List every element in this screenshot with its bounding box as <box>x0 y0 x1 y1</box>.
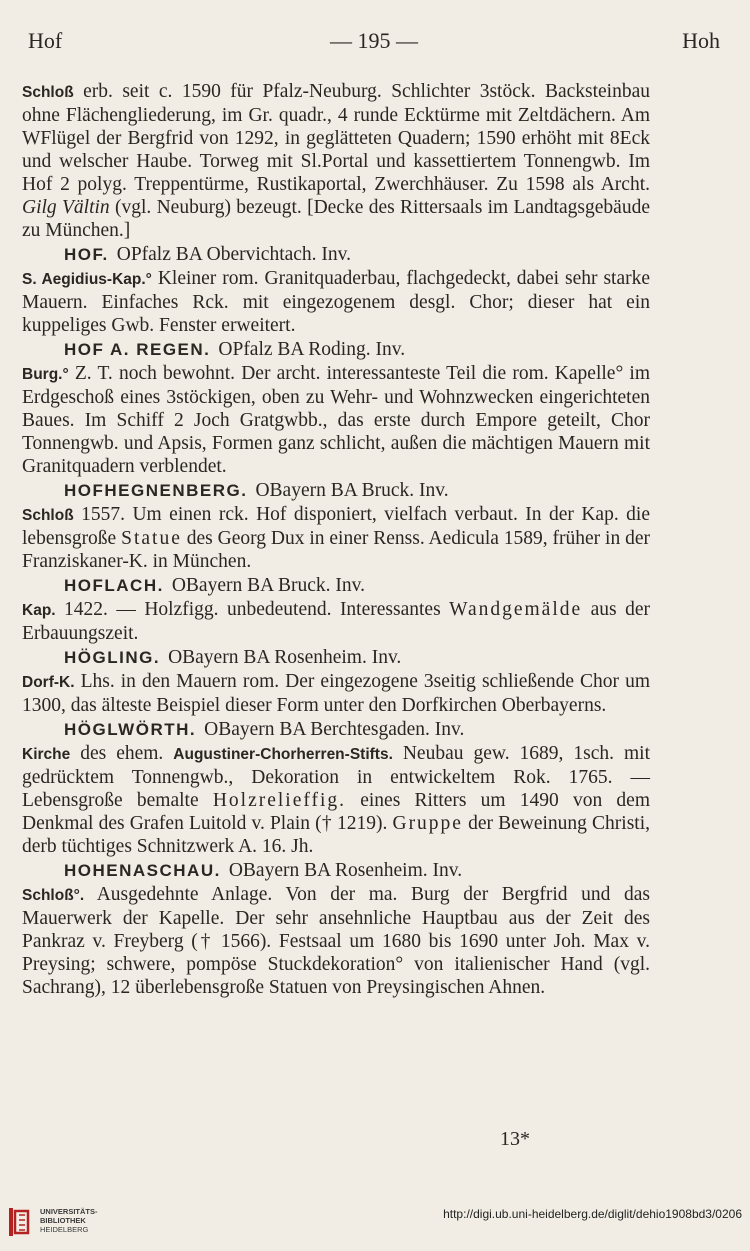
place-heading: HOHENASCHAU. OBayern BA Rosenheim. Inv. <box>64 860 463 881</box>
place-name: HOFHEGNENBERG. <box>64 481 248 500</box>
running-head-right: Hoh <box>682 28 720 53</box>
place-heading: HOF A. REGEN. OPfalz BA Roding. Inv. <box>64 339 406 360</box>
paragraph: Kirche des ehem. Augustiner-Chorherren-Stifts. Neubau gew. 1689, 1sch. mit gedrücktem Tonnengwb., Dekoration in entwickeltem Rok. 1765. — Lebensgroße bemalte Holzrelieffig. eines Ritters um 1490 von dem Denkmal des Grafen Luitold v. Plain († 1219). Gruppe der Beweinung Christi, derb tüchtiges Schnitzwerk A. 16. Jh. <box>22 743 650 857</box>
place-name: HOF A. REGEN. <box>64 340 211 359</box>
emphasis: Wandgemälde <box>449 599 583 620</box>
place-name: HOHENASCHAU. <box>64 861 221 880</box>
keyword: Dorf-K. <box>22 674 75 691</box>
place-heading: HÖGLWÖRTH. OBayern BA Berchtesgaden. Inv. <box>64 719 465 740</box>
place-heading: HOFLACH. OBayern BA Bruck. Inv. <box>64 575 365 596</box>
footer <box>0 1195 750 1251</box>
place-name: HOFLACH. <box>64 576 164 595</box>
paragraph: Dorf-K. Lhs. in den Mauern rom. Der eingezogene 3seitig schließende Chor um 1300, das älteste Beispiel dieser Form unter den Dorfkirchen Oberbayerns. <box>22 671 650 716</box>
keyword: Augustiner-Chorherren-Stifts. <box>173 746 393 763</box>
keyword: S. Aegidius-Kap.° <box>22 271 152 288</box>
paragraph: Schloß°. Ausgedehnte Anlage. Von der ma. Burg der Bergfrid und das Mauerwerk der Kapelle. Der sehr ansehnliche Hauptbau aus der Zeit des Pankraz v. Freyberg († 1566). Festsaal um 1680 bis 1690 unter Joh. Max v. Preysing; schwere, pompöse Stuckdekoration° von italienischer Hand (vgl. Sachrang), 12 überlebensgroße Statuen von Preysingischen Ahnen. <box>22 884 650 998</box>
paragraph: Schloß erb. seit c. 1590 für Pfalz-Neuburg. Schlichter 3stöck. Backsteinbau ohne Flächengliederung, im Gr. quadr., 4 runde Ecktürme mit Zeltdächern. Am WFlügel der Bergfrid von 1292, in geglätteten Quadern; 1590 erhöht mit 8Eck und welscher Haube. Torweg mit Sl.Portal und kassettiertem Tonnengwb. Im Hof 2 polyg. Treppentürme, Rustikaportal, Zwerchhäuser. Zu 1598 als Archt. Gilg Vältin (vgl. Neuburg) bezeugt. [Decke des Rittersaals im Landtagsgebäude zu München.] <box>22 81 650 241</box>
main-text <box>22 80 650 999</box>
place-name: HÖGLING. <box>64 648 161 667</box>
emphasis: Gruppe <box>392 813 463 834</box>
keyword: Kap. <box>22 602 56 619</box>
library-logo-icon <box>8 1205 34 1239</box>
keyword: Schloß <box>22 507 74 524</box>
place-heading: HÖGLING. OBayern BA Rosenheim. Inv. <box>64 647 402 668</box>
place-name: HOF. <box>64 245 109 264</box>
page-header <box>28 28 720 58</box>
keyword: Burg.° <box>22 366 69 383</box>
library-name: UNIVERSITÄTS- BIBLIOTHEK HEIDELBERG <box>40 1207 98 1234</box>
artist-name: Gilg Vältin <box>22 197 110 218</box>
source-url-link[interactable]: http://digi.ub.uni-heidelberg.de/diglit/dehio1908bd3/0206 <box>443 1207 742 1221</box>
keyword: Schloß°. <box>22 887 85 904</box>
place-name: HÖGLWÖRTH. <box>64 720 197 739</box>
paragraph: Schloß 1557. Um einen rck. Hof disponiert, vielfach verbaut. In der Kap. die lebensgroße Statue des Georg Dux in einer Renss. Aedicula 1589, früher in der Franziskaner-K. in München. <box>22 504 650 572</box>
keyword: Schloß <box>22 84 74 101</box>
place-heading: HOF. OPfalz BA Obervichtach. Inv. <box>64 244 352 265</box>
page-number: — 195 — <box>330 28 418 53</box>
emphasis: Holzrelieffig. <box>212 790 347 811</box>
place-heading: HOFHEGNENBERG. OBayern BA Bruck. Inv. <box>64 480 449 501</box>
emphasis: Statue <box>121 528 182 549</box>
paragraph: S. Aegidius-Kap.° Kleiner rom. Granitquaderbau, flachgedeckt, dabei sehr starke Mauern. Einfaches Rck. mit eingezogenem desgl. Chor; dieser hat ein kuppeliges Gwb. Fenster erweitert. <box>22 268 651 336</box>
paragraph: Burg.° Z. T. noch bewohnt. Der archt. interessanteste Teil die rom. Kapelle° im Erdgeschoß eines 3stöckigen, oben zu Wehr- und Wohnzwecken eingerichteten Baues. Im Schiff 2 Joch Gratgwbb., das erste durch Empore geteilt, Chor Tonnengwb. und Apsis, Formen ganz schlicht, außen die mächtigen Mauern mit Granitquadern verblendet. <box>22 363 650 477</box>
signature-mark: 13* <box>500 1128 530 1150</box>
keyword: Kirche <box>22 746 71 763</box>
paragraph: Kap. 1422. — Holzfigg. unbedeutend. Interessantes Wandgemälde aus der Erbauungszeit. <box>22 599 650 644</box>
running-head-left: Hof <box>28 28 63 53</box>
